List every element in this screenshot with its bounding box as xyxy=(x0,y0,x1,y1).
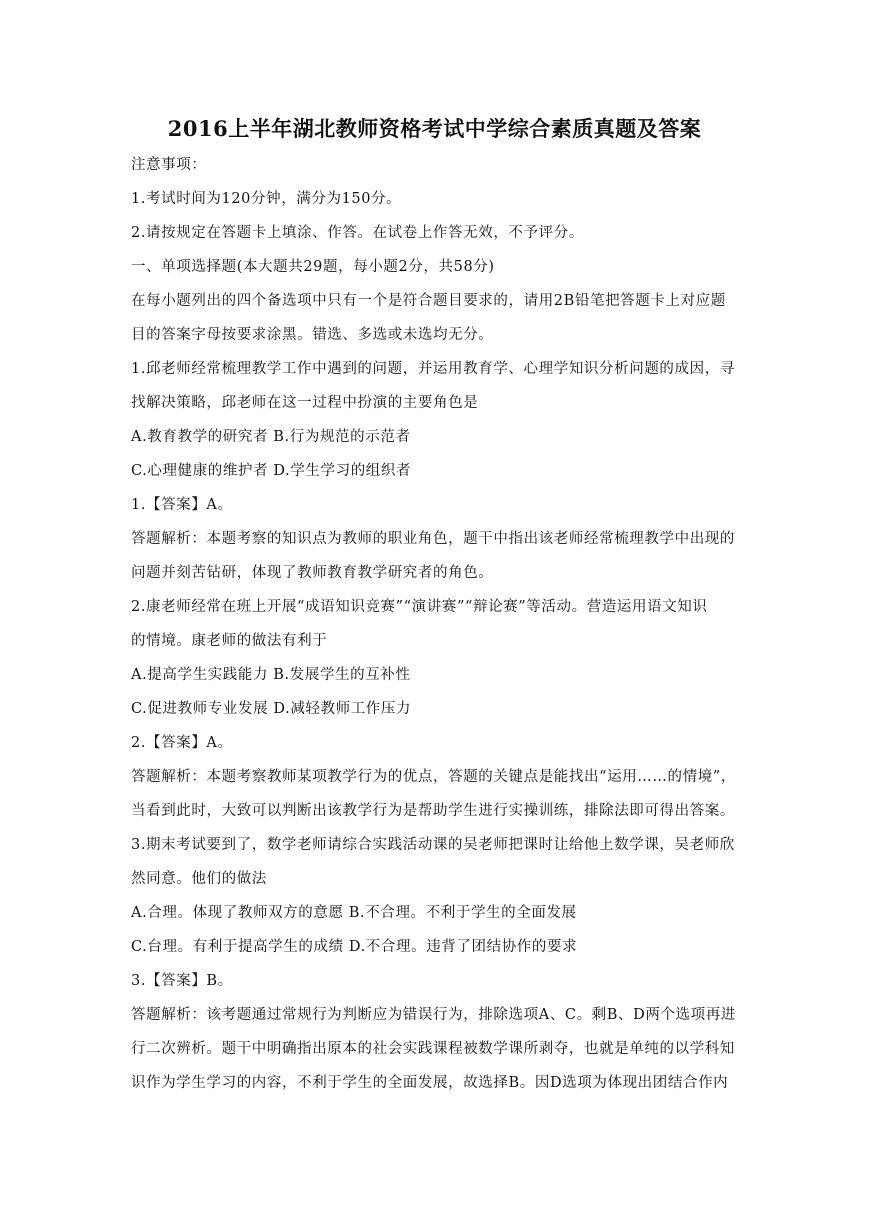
body-line: 一、单项选择题(本大题共29题，每小题2分，共58分) xyxy=(131,259,495,275)
body-line: 问题并刻苦钻研，体现了教师教育教学研究者的角色。 xyxy=(131,565,494,581)
body-line: 2.【答案】A。 xyxy=(131,735,233,751)
body-line: C.促进教师专业发展 D.减轻教师工作压力 xyxy=(131,701,412,717)
body-line: C.心理健康的维护者 D.学生学习的组织者 xyxy=(131,463,412,479)
body-line: 答题解析：该考题通过常规行为判断应为错误行为，排除选项A、C。剩B、D两个选项再进 xyxy=(131,1007,736,1023)
body-line: 1.邱老师经常梳理教学工作中遇到的问题，并运用教育学、心理学知识分析问题的成因，寻 xyxy=(131,361,735,377)
body-line: 的情境。康老师的做法有利于 xyxy=(131,633,328,649)
body-line: 1.考试时间为120分钟，满分为150分。 xyxy=(131,191,402,207)
body-line: 识作为学生学习的内容，不利于学生的全面发展，故选择B。因D选项为体现出团结合作内 xyxy=(131,1075,729,1091)
body-line: 目的答案字母按要求涂黑。错选、多选或未选均无分。 xyxy=(131,327,494,343)
body-line: A.提高学生实践能力 B.发展学生的互补性 xyxy=(131,667,411,683)
body-line: 然同意。他们的做法 xyxy=(131,871,267,887)
body-line: 找解决策略，邱老师在这一过程中扮演的主要角色是 xyxy=(131,395,479,411)
document-title: 2016上半年湖北教师资格考试中学综合素质真题及答案 xyxy=(167,116,702,141)
body-line: 答题解析：本题考察教师某项教学行为的优点，答题的关键点是能找出“运用……的情境”， xyxy=(131,769,736,785)
body-line: 在每小题列出的四个备选项中只有一个是符合题目要求的，请用2B铅笔把答题卡上对应题 xyxy=(131,293,726,309)
body-line: 答题解析：本题考察的知识点为教师的职业角色，题干中指出该老师经常梳理教学中出现的 xyxy=(131,531,735,547)
body-line: C.台理。有利于提高学生的成绩 D.不合理。违背了团结协作的要求 xyxy=(131,939,578,955)
body-line: 3.【答案】B。 xyxy=(131,973,233,989)
body-line: 行二次辨析。题干中明确指出原本的社会实践课程被数学课所剥夺，也就是单纯的以学科知 xyxy=(131,1041,735,1057)
body-line: 注意事项： xyxy=(131,157,207,173)
body-line: 3.期末考试要到了，数学老师请综合实践活动课的吴老师把课时让给他上数学课，吴老师欣 xyxy=(131,837,735,853)
document-body xyxy=(131,155,739,1107)
body-line: 2.请按规定在答题卡上填涂、作答。在试卷上作答无效，不予评分。 xyxy=(131,225,584,241)
body-line: 2.康老师经常在班上开展“成语知识竞赛”“演讲赛”“辩论赛”等活动。营造运用语文知识 xyxy=(131,599,708,615)
body-line: 1.【答案】A。 xyxy=(131,497,233,513)
body-line: A.教育教学的研究者 B.行为规范的示范者 xyxy=(131,429,411,445)
body-line: 当看到此时，大致可以判断出该教学行为是帮助学生进行实操训练，排除法即可得出答案。 xyxy=(131,803,735,819)
body-line: A.合理。体现了教师双方的意愿 B.不合理。不利于学生的全面发展 xyxy=(131,905,577,921)
